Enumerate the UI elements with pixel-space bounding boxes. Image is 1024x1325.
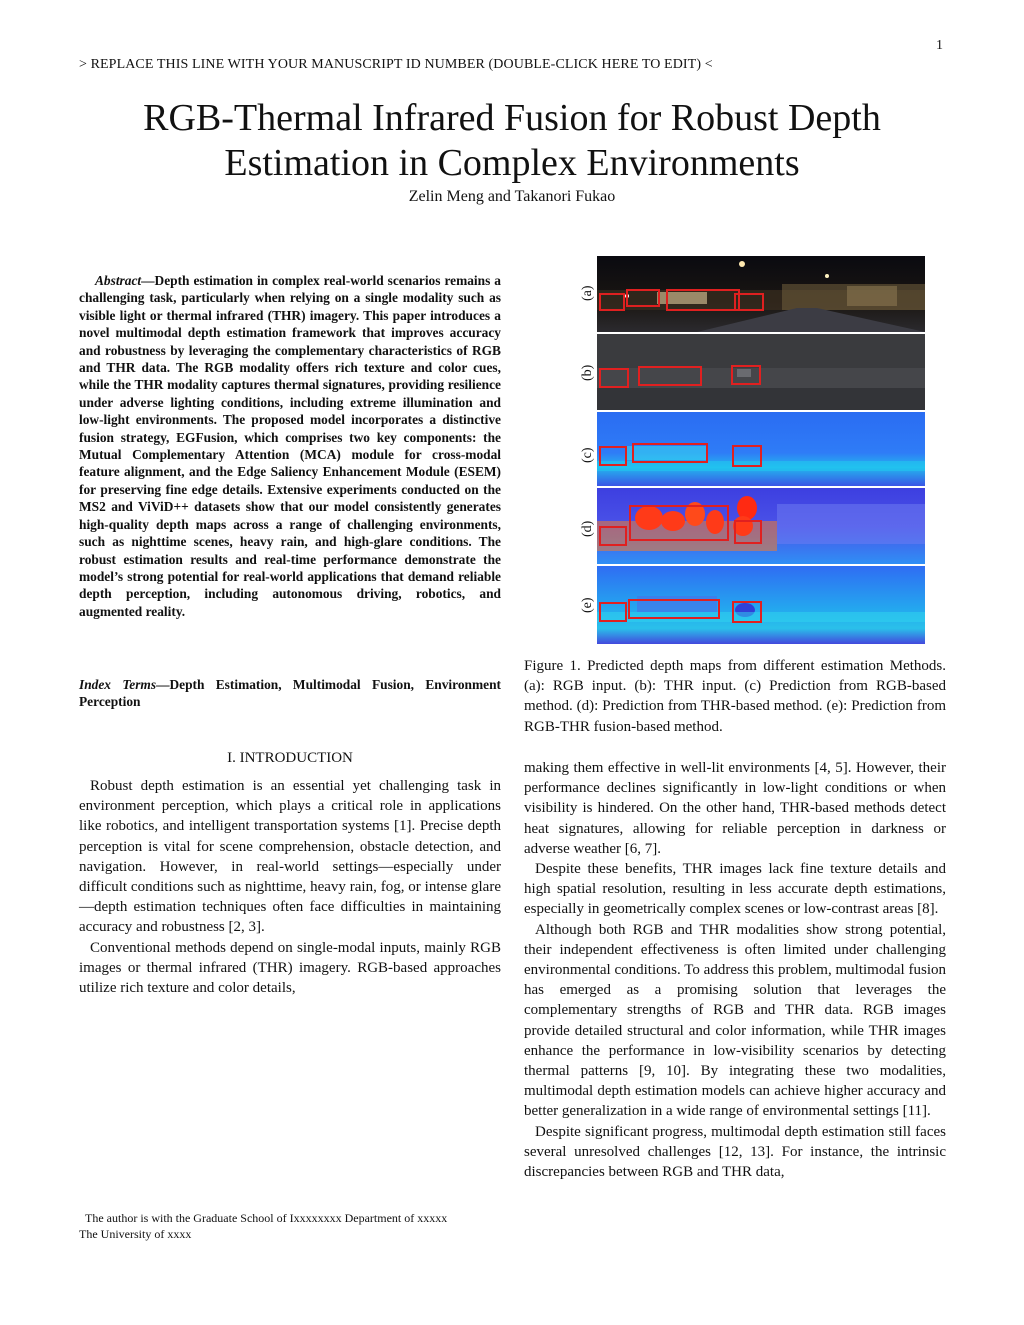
panel-label: (d) <box>580 520 595 537</box>
abstract <box>79 272 501 620</box>
page-number: 1 <box>936 38 943 53</box>
panel-label: (c) <box>580 447 595 463</box>
figure-1 <box>580 256 925 644</box>
paragraph: making them effective in well-lit environments [4, 5]. However, their performance declines significantly in low-light conditions or when visibility is hindered. On the other hand, THR-based methods detect heat signatures, allowing for reliable perception in darkness or adverse weather [6, 7]. <box>524 760 946 857</box>
paragraph: Although both RGB and THR modalities show strong potential, their independent effectiveness is often limited under challenging environmental conditions. To address this problem, multimodal fusion has emerged as a promising solution that leverages the complementary strengths of RGB and THR data. RGB images provide detailed structural and color information, while THR images enhance the performance in low-visibility scenarios by detecting thermal patterns [9, 10]. By integrating these two modalities, multimodal depth estimation models can achieve higher accuracy and better generalization in a wide range of environmental settings [11]. <box>524 921 946 1120</box>
intro-left-column <box>79 776 501 998</box>
title-line-2: Estimation in Complex Environments <box>224 142 800 184</box>
panel-label: (e) <box>580 597 595 613</box>
figure-panels <box>597 256 925 644</box>
manuscript-id-line[interactable]: > REPLACE THIS LINE WITH YOUR MANUSCRIPT ID NUMBER (DOUBLE-CLICK HERE TO EDIT) < <box>79 57 713 72</box>
figure-caption: Figure 1. Predicted depth maps from different estimation Methods. (a): RGB input. (b): THR input. (c) Prediction from RGB-based method. (d): Prediction from THR-based method. (e): Prediction from RGB-THR fusion-based method. <box>524 658 946 735</box>
footnote-line: The University of xxxx <box>79 1227 192 1241</box>
authors: Zelin Meng and Takanori Fukao <box>408 188 616 205</box>
paragraph: Robust depth estimation is an essential yet challenging task in environment perception, which plays a critical role in applications like robotics, and intelligent transportation systems [1]. Precise depth perception is vital for scene comprehension, obstacle detection, and navigation. However, in real-world settings—especially under difficult conditions such as nighttime, heavy rain, fog, or intense glare—depth estimation techniques often face difficulties in maintaining accuracy and robustness [2, 3]. <box>79 778 501 936</box>
section-heading: I. INTRODUCTION <box>227 750 353 766</box>
index-terms-text: —Depth Estimation, Multimodal Fusion, Environment Perception <box>79 677 501 710</box>
abstract-text: —Depth estimation in complex real-world scenarios remains a challenging task, particularly when relying on a single modality such as visible light or thermal infrared (THR) imagery. This paper introduces a novel multimodal depth estimation framework that improves accuracy and robustness by leveraging the complementary characteristics of RGB and THR data. The RGB modality offers rich texture and color cues, while the THR modality captures thermal signatures, providing resilience under adverse lighting conditions, including extreme illumination and low-light environments. The proposed model incorporates a distinctive fusion strategy, EGFusion, which comprises two key components: the Mutual Complementary Attention (MCA) module for cross-modal feature alignment, and the Edge Saliency Enhancement Module (ESEM) for preserving fine edge details. Extensive experiments conducted on the MS2 and ViViD++ datasets show that our model consistently generates high-quality depth maps across a range of challenging environments, such as nighttime scenes, heavy rain, and high-glare conditions. The robust estimation results and real-time performance demonstrate the model’s strong potential for real-world applications that demand reliable depth perception, including autonomous driving, robotics, and augmented reality. <box>79 273 501 619</box>
abstract-lead: Abstract <box>95 273 142 288</box>
panel-label: (a) <box>580 285 595 301</box>
title-line-1: RGB-Thermal Infrared Fusion for Robust Depth <box>143 97 881 139</box>
paragraph: Despite significant progress, multimodal depth estimation still faces several unresolved challenges [12, 13]. For instance, the intrinsic discrepancies between RGB and THR data, <box>524 1123 946 1181</box>
panel-label: (b) <box>580 364 595 381</box>
footnote-line: The author is with the Graduate School of Ixxxxxxxx Department of xxxxx <box>85 1211 448 1225</box>
footnote <box>79 1210 501 1242</box>
paragraph: Despite these benefits, THR images lack fine texture details and high spatial resolution, resulting in less accurate depth estimations, especially in geometrically complex scenes or low-contrast areas [8]. <box>524 861 946 918</box>
paper-title <box>0 96 1024 186</box>
paragraph: Conventional methods depend on single-modal inputs, mainly RGB images or thermal infrared (THR) imagery. RGB-based approaches utilize rich texture and color details, <box>79 939 501 997</box>
index-terms <box>79 676 501 711</box>
intro-right-column <box>524 758 946 1182</box>
index-terms-lead: Index Terms <box>79 677 157 692</box>
